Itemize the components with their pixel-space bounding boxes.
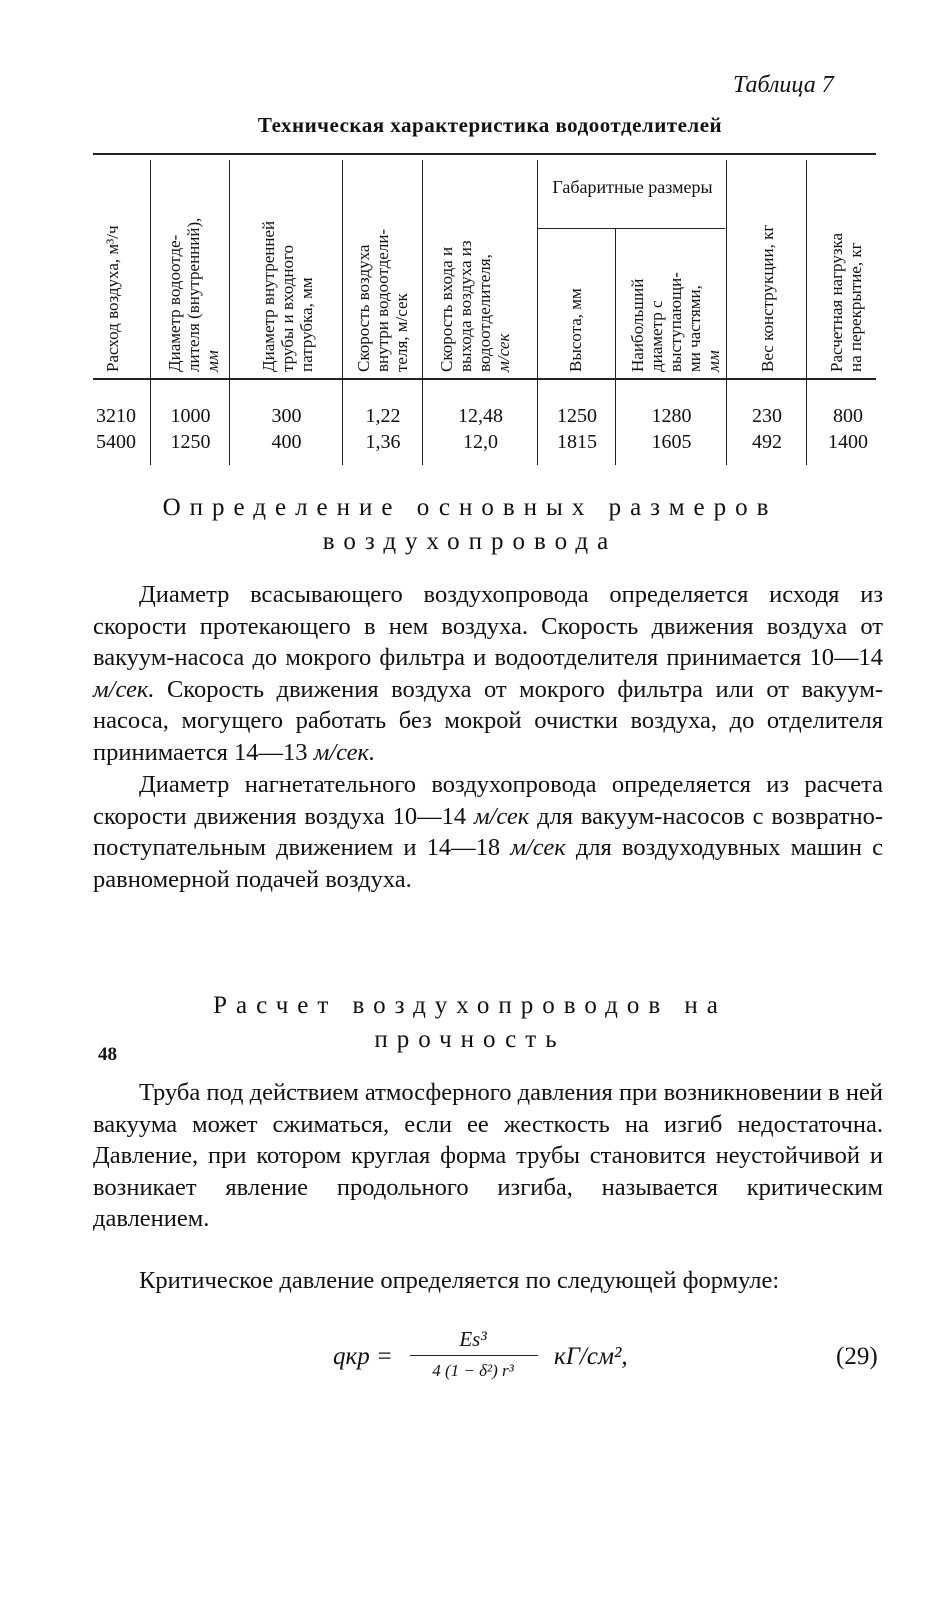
table-cell: 5400: [96, 431, 136, 453]
table-cell: 1250: [170, 431, 211, 453]
col-divider: [342, 160, 343, 465]
col-divider: [615, 229, 616, 465]
header-dimensions-group: Габаритные размеры: [552, 177, 713, 197]
header-inner-speed-2: внутри водоотдели-: [373, 228, 392, 372]
header-separator-diameter-1: Диаметр водоотде-: [165, 234, 184, 372]
section-heading-dimensions-line1: Определение основных размеров: [162, 494, 778, 521]
header-max-diameter-1: Наибольший: [628, 278, 647, 372]
table-cell: 300: [271, 405, 302, 427]
table-cell: 3210: [96, 405, 136, 427]
header-weight: Вес конструкции, кг: [758, 224, 777, 372]
formula-numerator: Es³: [459, 1327, 487, 1351]
table-cell: 1,36: [365, 431, 401, 453]
table-cell: 1,22: [365, 405, 401, 427]
fraction-bar: [410, 1355, 538, 1356]
group-header-rule: [538, 228, 725, 229]
table-cell: 1000: [170, 405, 211, 427]
col-divider: [537, 160, 538, 465]
header-pipe-diameter-3: патрубка, мм: [297, 277, 316, 372]
table-cell: 492: [752, 431, 782, 453]
header-pipe-diameter-2: трубы и входного: [278, 244, 297, 372]
table-top-rule: [93, 153, 876, 155]
header-separator-diameter-3: мм: [203, 350, 222, 372]
formula-denominator: 4 (1 − δ²) r³: [432, 1361, 514, 1380]
equation-number: (29): [836, 1343, 878, 1370]
col-divider: [726, 160, 727, 465]
col-divider: [229, 160, 230, 465]
table-cell: 1605: [651, 431, 692, 453]
header-inlet-speed-4: м/сек: [494, 333, 513, 372]
paragraph-suction-diameter: Диаметр всасывающего воздухопровода определяется исходя из скорости протекающего в нем воздуха. Скорость движения воздуха от вакуум-насоса до мокрого фильтра и водоотделителя принимается 10—14 м/сек. Скорость движения воздуха от мокрого фильтра или от вакуум-насоса, могущего работать без мокрой очистки воздуха, до отделителя принимается 14—13 м/сек.: [93, 581, 883, 766]
table-cell: 1250: [557, 405, 597, 427]
table-title: Техническая характеристика водоотделителей: [257, 113, 723, 137]
table-cell: 800: [833, 405, 863, 427]
header-inlet-speed-2: выхода воздуха из: [456, 240, 475, 372]
header-max-diameter-5: мм: [704, 350, 723, 372]
formula-units: кГ/см²,: [554, 1343, 628, 1370]
header-inner-speed-3: теля, м/сек: [392, 293, 411, 372]
header-inlet-speed-3: водоотделителя,: [475, 254, 494, 372]
page-number: 48: [98, 1044, 117, 1065]
table-cell: 1815: [557, 431, 597, 453]
header-max-diameter-3: выступающи-: [666, 272, 685, 372]
header-load-2: на перекрытие, кг: [846, 242, 865, 372]
header-max-diameter-4: ми частями,: [685, 285, 704, 372]
table-header-rule: [93, 378, 876, 380]
header-inlet-speed-1: Скорость входа и: [437, 246, 456, 372]
table-cell: 1400: [828, 431, 868, 453]
col-divider: [422, 160, 423, 465]
paragraph-discharge-diameter: Диаметр нагнетательного воздухопровода определяется из расчета скорости движения воздуха 10—14 м/сек для вакуум-насосов с возвратно-поступательным движением и 14—18 м/сек для воздуходувных машин с равномерной подачей воздуха.: [93, 771, 883, 893]
section-heading-strength-line2: прочность: [374, 1026, 566, 1053]
formula-lhs: qкр =: [333, 1343, 393, 1370]
header-inner-speed-1: Скорость воздуха: [354, 244, 373, 372]
header-height: Высота, мм: [566, 288, 585, 372]
table-number-label: Таблица 7: [733, 72, 834, 98]
paragraph-formula-intro: Критическое давление определяется по следующей формуле:: [139, 1267, 780, 1294]
paragraph-critical-pressure: Труба под действием атмосферного давления при возникновении в ней вакуума может сжиматься, если ее жесткость на изгиб недостаточна. Давление, при котором круглая форма трубы становится неустойчивой и возникает явление продольного изгиба, называется критическим давлением.: [93, 1079, 883, 1232]
header-pipe-diameter-1: Диаметр внутренней: [259, 220, 278, 372]
header-air-flow: Расход воздуха, м³/ч: [103, 225, 122, 372]
section-heading-dimensions-line2: воздухопровода: [322, 528, 618, 555]
section-heading-strength-line1: Расчет воздухопроводов на: [213, 992, 727, 1019]
table-cell: 12,0: [463, 431, 498, 453]
table-cell: 1280: [651, 405, 692, 427]
table-cell: 12,48: [458, 405, 503, 427]
table-cell: 400: [271, 431, 302, 453]
col-divider: [806, 160, 807, 465]
header-separator-diameter-2: лителя (внутренний),: [184, 217, 203, 372]
header-load-1: Расчетная нагрузка: [827, 232, 846, 372]
table-cell: 230: [752, 405, 782, 427]
header-max-diameter-2: диаметр с: [647, 300, 666, 372]
